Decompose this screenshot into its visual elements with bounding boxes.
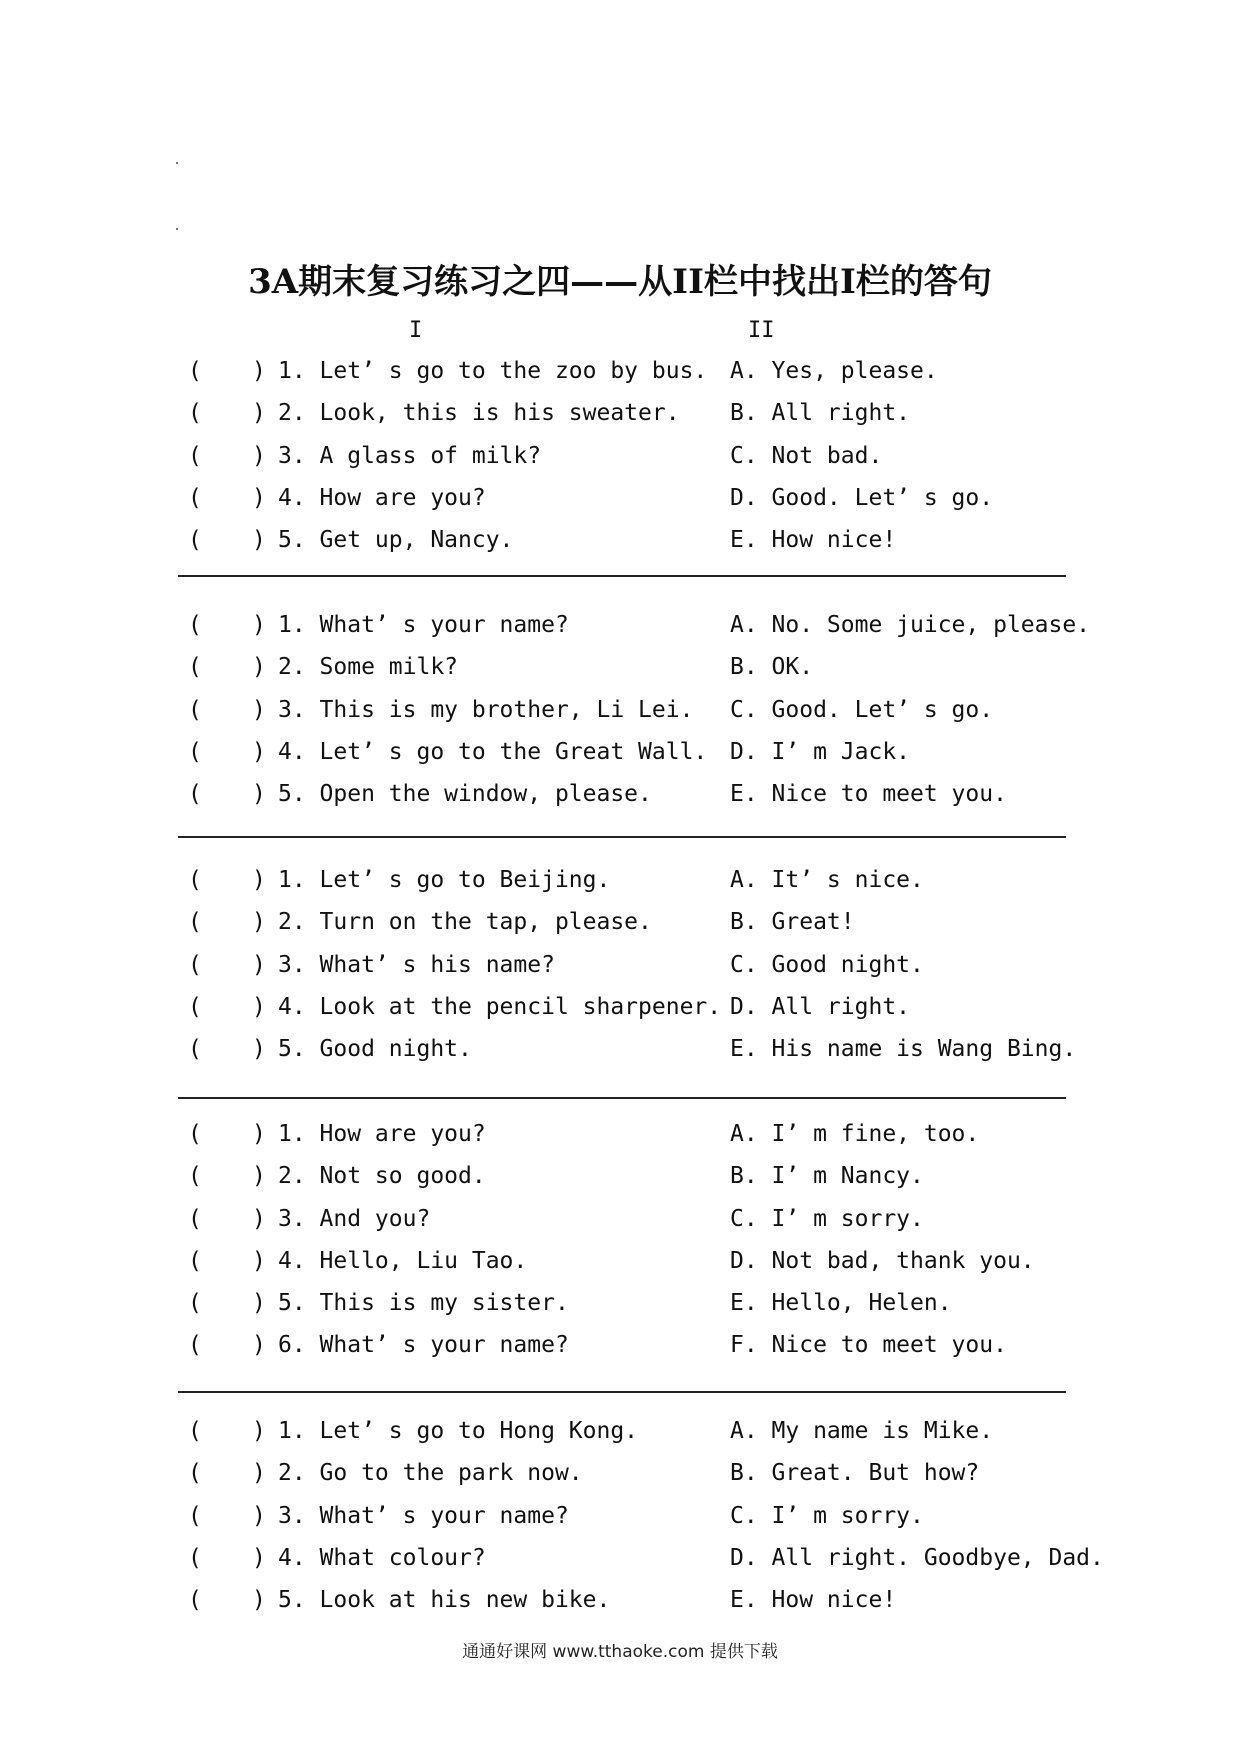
question-text: 1. What’ s your name? bbox=[278, 612, 569, 638]
answer-bracket-close: ) bbox=[252, 951, 266, 978]
answer-option-text: B. Great. But how? bbox=[730, 1460, 980, 1487]
answer-option-text: A. My name is Mike. bbox=[730, 1418, 994, 1444]
answer-bracket-close: ) bbox=[252, 1205, 266, 1232]
question-row bbox=[0, 483, 1240, 525]
question-row bbox=[0, 1585, 1240, 1627]
answer-bracket-close: ) bbox=[252, 1247, 266, 1274]
answer-option-text: B. OK. bbox=[730, 654, 814, 681]
answer-bracket-open: ( bbox=[188, 909, 202, 936]
exercise-section bbox=[0, 1119, 1240, 1373]
answer-option-text: C. I’ m sorry. bbox=[730, 1502, 924, 1529]
answer-option-text: C. Good night. bbox=[730, 951, 924, 978]
answer-bracket-close: ) bbox=[252, 1460, 266, 1487]
question-text: 5. Get up, Nancy. bbox=[278, 527, 514, 554]
answer-bracket-close: ) bbox=[252, 1163, 266, 1190]
answer-bracket-close: ) bbox=[252, 1332, 266, 1359]
answer-bracket-open: ( bbox=[188, 1418, 202, 1444]
answer-bracket-close: ) bbox=[252, 1036, 266, 1063]
answer-bracket-open: ( bbox=[188, 1502, 202, 1529]
question-text: 4. Let’ s go to the Great Wall. bbox=[278, 738, 708, 765]
answer-bracket-open: ( bbox=[188, 1332, 202, 1359]
answer-bracket-open: ( bbox=[188, 781, 202, 808]
answer-option-text: A. It’ s nice. bbox=[730, 867, 924, 893]
answer-option-text: D. I’ m Jack. bbox=[730, 738, 911, 765]
question-row bbox=[0, 1204, 1240, 1246]
answer-bracket-close: ) bbox=[252, 400, 266, 427]
answer-bracket-open: ( bbox=[188, 1290, 202, 1317]
answer-bracket-open: ( bbox=[188, 1121, 202, 1147]
answer-bracket-open: ( bbox=[188, 951, 202, 978]
question-text: 3. What’ s your name? bbox=[278, 1502, 569, 1529]
question-text: 1. Let’ s go to the zoo by bus. bbox=[278, 358, 708, 384]
column-header-right: II bbox=[748, 318, 775, 343]
question-row bbox=[0, 525, 1240, 567]
question-text: 3. What’ s his name? bbox=[278, 951, 555, 978]
question-row bbox=[0, 1543, 1240, 1585]
question-row bbox=[0, 1458, 1240, 1500]
answer-option-text: A. I’ m fine, too. bbox=[730, 1121, 980, 1147]
answer-bracket-open: ( bbox=[188, 867, 202, 893]
footer-credit: 通通好课网 www.tthaoke.com 提供下载 bbox=[462, 1642, 778, 1662]
question-text: 4. What colour? bbox=[278, 1544, 486, 1571]
answer-bracket-close: ) bbox=[252, 781, 266, 808]
answer-bracket-open: ( bbox=[188, 1587, 202, 1614]
answer-option-text: B. All right. bbox=[730, 400, 911, 427]
question-row bbox=[0, 398, 1240, 440]
question-text: 5. Open the window, please. bbox=[278, 781, 652, 808]
question-row bbox=[0, 779, 1240, 821]
question-text: 2. Turn on the tap, please. bbox=[278, 909, 652, 936]
question-row bbox=[0, 1501, 1240, 1543]
answer-bracket-close: ) bbox=[252, 654, 266, 681]
answer-option-text: B. Great! bbox=[730, 909, 855, 936]
question-row bbox=[0, 1288, 1240, 1330]
answer-bracket-open: ( bbox=[188, 1036, 202, 1063]
question-text: 4. Hello, Liu Tao. bbox=[278, 1247, 528, 1274]
answer-option-text: C. I’ m sorry. bbox=[730, 1205, 924, 1232]
answer-option-text: B. I’ m Nancy. bbox=[730, 1163, 924, 1190]
answer-bracket-open: ( bbox=[188, 527, 202, 554]
scan-speck bbox=[176, 228, 178, 230]
question-row bbox=[0, 1034, 1240, 1076]
answer-bracket-open: ( bbox=[188, 696, 202, 723]
exercise-section bbox=[0, 1416, 1240, 1627]
answer-bracket-close: ) bbox=[252, 1121, 266, 1147]
answer-bracket-close: ) bbox=[252, 1587, 266, 1614]
question-text: 3. A glass of milk? bbox=[278, 442, 542, 469]
section-divider bbox=[178, 575, 1066, 577]
answer-bracket-close: ) bbox=[252, 484, 266, 511]
question-row bbox=[0, 1161, 1240, 1203]
answer-option-text: D. Not bad, thank you. bbox=[730, 1247, 1035, 1274]
question-text: 6. What’ s your name? bbox=[278, 1332, 569, 1359]
question-text: 5. Look at his new bike. bbox=[278, 1587, 611, 1614]
question-row bbox=[0, 992, 1240, 1034]
section-divider bbox=[178, 1097, 1066, 1099]
answer-option-text: D. Good. Let’ s go. bbox=[730, 484, 994, 511]
question-text: 2. Not so good. bbox=[278, 1163, 486, 1190]
question-text: 3. This is my brother, Li Lei. bbox=[278, 696, 694, 723]
answer-bracket-close: ) bbox=[252, 612, 266, 638]
answer-bracket-open: ( bbox=[188, 442, 202, 469]
answer-option-text: A. No. Some juice, please. bbox=[730, 612, 1091, 638]
question-text: 1. Let’ s go to Hong Kong. bbox=[278, 1418, 639, 1444]
answer-bracket-open: ( bbox=[188, 1544, 202, 1571]
question-row bbox=[0, 737, 1240, 779]
answer-bracket-open: ( bbox=[188, 612, 202, 638]
section-divider bbox=[178, 836, 1066, 838]
question-text: 5. This is my sister. bbox=[278, 1290, 569, 1317]
answer-bracket-close: ) bbox=[252, 1290, 266, 1317]
answer-bracket-close: ) bbox=[252, 1544, 266, 1571]
answer-bracket-close: ) bbox=[252, 993, 266, 1020]
question-row bbox=[0, 1416, 1240, 1458]
answer-bracket-close: ) bbox=[252, 442, 266, 469]
answer-bracket-close: ) bbox=[252, 1502, 266, 1529]
answer-option-text: D. All right. Goodbye, Dad. bbox=[730, 1544, 1104, 1571]
question-row bbox=[0, 441, 1240, 483]
page-title: 3A期末复习练习之四——从II栏中找出I栏的答句 bbox=[248, 262, 992, 302]
question-row bbox=[0, 865, 1240, 907]
answer-option-text: A. Yes, please. bbox=[730, 358, 938, 384]
exercise-section bbox=[0, 356, 1240, 567]
answer-bracket-open: ( bbox=[188, 484, 202, 511]
question-row bbox=[0, 695, 1240, 737]
answer-option-text: C. Not bad. bbox=[730, 442, 883, 469]
answer-bracket-open: ( bbox=[188, 1205, 202, 1232]
answer-bracket-open: ( bbox=[188, 358, 202, 384]
section-divider bbox=[178, 1391, 1066, 1393]
column-header-left: I bbox=[409, 318, 423, 343]
answer-bracket-close: ) bbox=[252, 527, 266, 554]
scan-speck bbox=[176, 162, 178, 164]
answer-option-text: D. All right. bbox=[730, 993, 911, 1020]
answer-bracket-open: ( bbox=[188, 738, 202, 765]
answer-bracket-open: ( bbox=[188, 1460, 202, 1487]
exercise-section bbox=[0, 610, 1240, 821]
question-text: 1. Let’ s go to Beijing. bbox=[278, 867, 611, 893]
question-row bbox=[0, 610, 1240, 652]
answer-bracket-open: ( bbox=[188, 1163, 202, 1190]
question-text: 2. Go to the park now. bbox=[278, 1460, 583, 1487]
question-row bbox=[0, 950, 1240, 992]
answer-bracket-close: ) bbox=[252, 867, 266, 893]
question-row bbox=[0, 1330, 1240, 1372]
answer-bracket-close: ) bbox=[252, 696, 266, 723]
question-row bbox=[0, 1246, 1240, 1288]
question-text: 5. Good night. bbox=[278, 1036, 472, 1063]
question-row bbox=[0, 652, 1240, 694]
answer-bracket-close: ) bbox=[252, 358, 266, 384]
answer-bracket-close: ) bbox=[252, 738, 266, 765]
answer-option-text: E. Hello, Helen. bbox=[730, 1290, 952, 1317]
answer-option-text: E. How nice! bbox=[730, 527, 897, 554]
answer-option-text: F. Nice to meet you. bbox=[730, 1332, 1007, 1359]
answer-bracket-open: ( bbox=[188, 400, 202, 427]
exercise-section bbox=[0, 865, 1240, 1076]
question-text: 1. How are you? bbox=[278, 1121, 486, 1147]
question-text: 3. And you? bbox=[278, 1205, 431, 1232]
answer-option-text: E. Nice to meet you. bbox=[730, 781, 1007, 808]
answer-bracket-open: ( bbox=[188, 993, 202, 1020]
question-text: 2. Look, this is his sweater. bbox=[278, 400, 680, 427]
answer-option-text: E. How nice! bbox=[730, 1587, 897, 1614]
answer-option-text: C. Good. Let’ s go. bbox=[730, 696, 994, 723]
question-row bbox=[0, 356, 1240, 398]
answer-option-text: E. His name is Wang Bing. bbox=[730, 1036, 1077, 1063]
question-row bbox=[0, 907, 1240, 949]
answer-bracket-close: ) bbox=[252, 909, 266, 936]
answer-bracket-open: ( bbox=[188, 1247, 202, 1274]
question-text: 4. Look at the pencil sharpener. bbox=[278, 993, 722, 1020]
question-text: 4. How are you? bbox=[278, 484, 486, 511]
answer-bracket-open: ( bbox=[188, 654, 202, 681]
answer-bracket-close: ) bbox=[252, 1418, 266, 1444]
question-row bbox=[0, 1119, 1240, 1161]
question-text: 2. Some milk? bbox=[278, 654, 459, 681]
